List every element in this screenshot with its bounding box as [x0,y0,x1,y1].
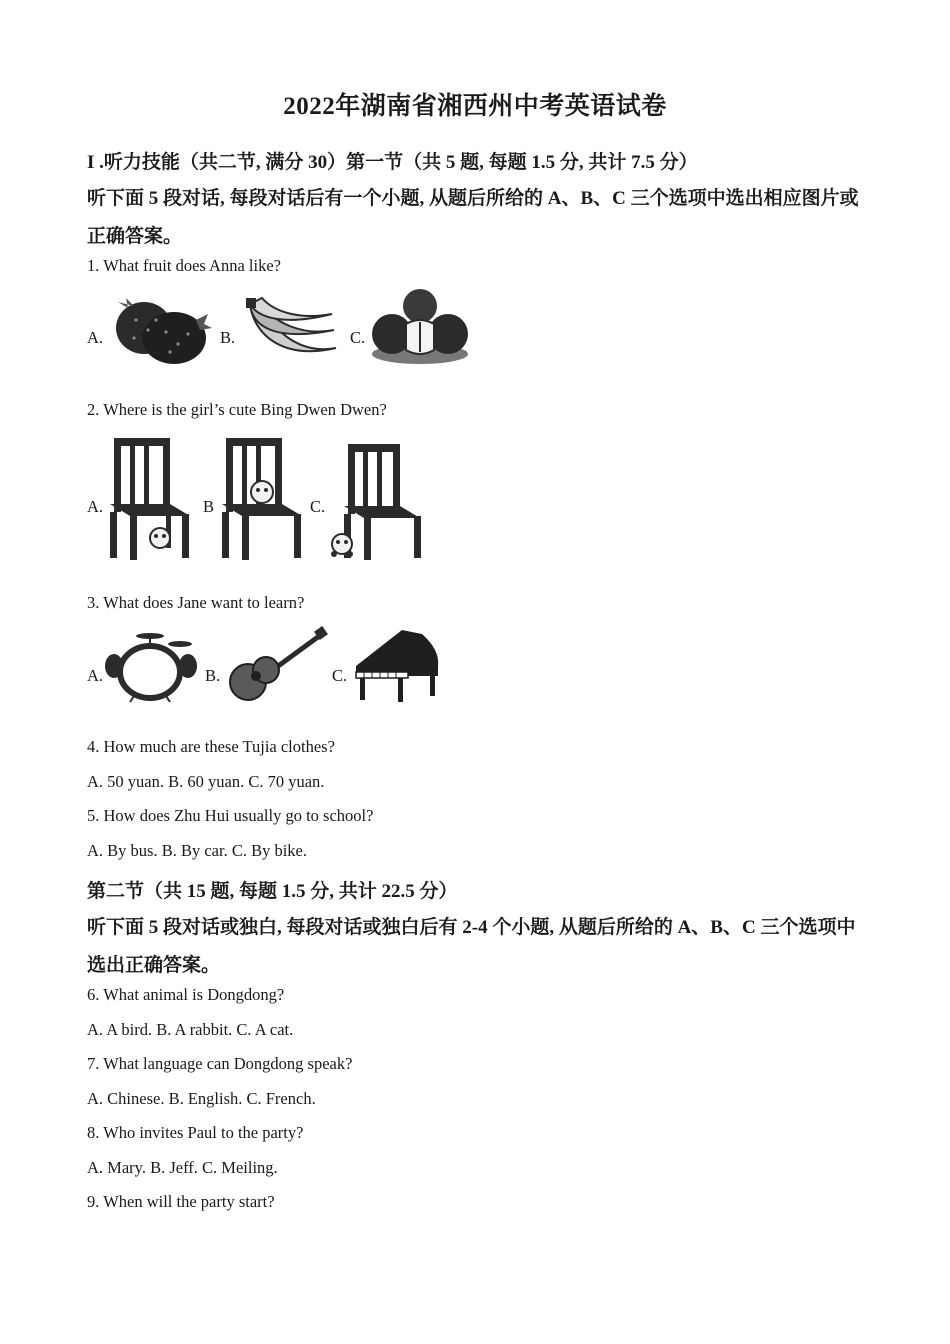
question-9: 9. When will the party start? [87,1192,275,1211]
apples-image [370,288,470,364]
question-5: 5. How does Zhu Hui usually go to school? [87,806,374,825]
strawberries-image [106,292,210,368]
q2-option-b-label: B [203,497,215,516]
question-7: 7. What language can Dongdong speak? [87,1054,353,1073]
q1-option-b-label: B. [220,328,236,347]
question-7-options: A. Chinese. B. English. C. French. [87,1089,316,1108]
q3-option-a-label: A. [87,666,104,685]
q3-option-c-label: C. [332,666,348,685]
q3-option-b-label: B. [205,666,221,685]
section2-instruction-line2: 选出正确答案。 [87,955,221,976]
question-2: 2. Where is the girl’s cute Bing Dwen Dwen? [87,400,387,419]
question-8-options: A. Mary. B. Jeff. C. Meiling. [87,1158,278,1177]
question-3: 3. What does Jane want to learn? [87,593,305,612]
question-4: 4. How much are these Tujia clothes? [87,737,335,756]
question-1: 1. What fruit does Anna like? [87,256,281,275]
page-title: 2022年湖南省湘西州中考英语试卷 [283,93,667,120]
section1-instruction-line1: 听下面 5 段对话, 每段对话后有一个小题, 从题后所给的 A、B、C 三个选项中选出相应图片或 [87,188,859,209]
question-6: 6. What animal is Dongdong? [87,985,285,1004]
section2-heading: 第二节（共 15 题, 每题 1.5 分, 共计 22.5 分） [87,881,458,902]
bananas-image [244,296,340,362]
section1-heading: I .听力技能（共二节, 满分 30）第一节（共 5 题, 每题 1.5 分, 共计 7.5 分） [87,152,698,173]
chair-toy-on-image [220,434,306,562]
question-6-options: A. A bird. B. A rabbit. C. A cat. [87,1020,294,1039]
question-5-options: A. By bus. B. By car. C. By bike. [87,841,308,860]
section2-instruction-line1: 听下面 5 段对话或独白, 每段对话或独白后有 2-4 个小题, 从题后所给的 A、B、C 三个选项中 [87,917,856,938]
q1-option-c-label: C. [350,328,366,347]
chair-toy-beside-image [328,442,424,564]
guitar-image [226,628,328,702]
question-8: 8. Who invites Paul to the party? [87,1123,304,1142]
q1-option-a-label: A. [87,328,104,347]
drum-image [104,630,198,702]
chair-toy-under-image [108,434,194,562]
piano-image [352,626,444,704]
section1-instruction-line2: 正确答案。 [87,226,183,247]
q2-option-a-label: A. [87,497,104,516]
q2-option-c-label: C. [310,497,326,516]
question-4-options: A. 50 yuan. B. 60 yuan. C. 70 yuan. [87,772,325,791]
